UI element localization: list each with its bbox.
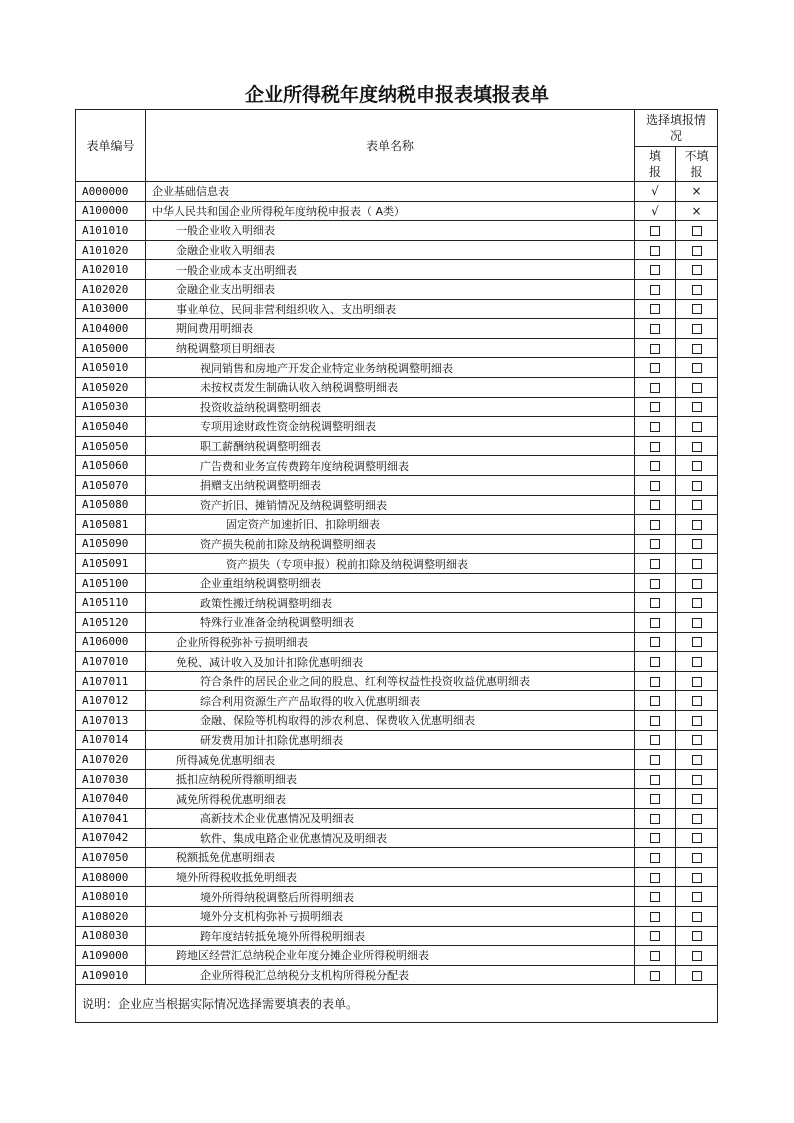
table-row [76,573,718,593]
checkbox-square-icon[interactable] [692,971,702,981]
checkbox-square-icon[interactable] [692,304,702,314]
fill-checkbox[interactable] [635,475,676,495]
form-name: 免税、减计收入及加计扣除优惠明细表 [146,652,635,672]
form-name: 符合条件的居民企业之间的股息、红利等权益性投资收益优惠明细表 [146,671,635,691]
checkbox-square-icon[interactable] [692,559,702,569]
form-code: A108010 [76,887,146,907]
checkbox-square-icon[interactable] [692,853,702,863]
checkbox-square-icon[interactable] [650,461,660,471]
checkbox-square-icon[interactable] [650,383,660,393]
checkbox-square-icon[interactable] [692,461,702,471]
checkbox-square-icon[interactable] [692,344,702,354]
header-select-status [635,110,718,147]
fill-checkbox[interactable] [635,358,676,378]
fill-checkbox[interactable] [635,632,676,652]
fill-checkbox[interactable] [635,926,676,946]
fill-checkbox[interactable] [635,397,676,417]
table-row [76,201,718,221]
header-nofill-line2: 报 [690,165,703,179]
header-form-code: 表单编号 [76,110,146,182]
checkbox-square-icon[interactable] [650,500,660,510]
fill-checkbox[interactable] [635,809,676,829]
cross-mark-icon: × [676,201,718,221]
fill-checkbox[interactable] [635,495,676,515]
form-code: A101010 [76,221,146,241]
form-code: A107014 [76,730,146,750]
not-fill-checkbox[interactable] [676,926,718,946]
form-name: 金融企业收入明细表 [146,240,635,260]
form-code: A105010 [76,358,146,378]
checkbox-square-icon[interactable] [650,363,660,373]
not-fill-checkbox[interactable] [676,769,718,789]
table-row [76,534,718,554]
checkbox-square-icon[interactable] [650,520,660,530]
not-fill-checkbox[interactable] [676,711,718,731]
table-row [76,848,718,868]
fill-checkbox[interactable] [635,221,676,241]
checkbox-square-icon[interactable] [650,285,660,295]
table-row [76,965,718,985]
form-list-table [75,109,718,1023]
not-fill-checkbox[interactable] [676,809,718,829]
form-code: A103000 [76,299,146,319]
checkbox-square-icon[interactable] [692,618,702,628]
checkbox-square-icon[interactable] [692,637,702,647]
table-row [76,613,718,633]
form-name: 未按权责发生制确认收入纳税调整明细表 [146,377,635,397]
checkbox-square-icon[interactable] [650,246,660,256]
header-fill [635,147,676,182]
form-rows [76,182,718,985]
checkbox-square-icon[interactable] [650,304,660,314]
form-name: 资产折旧、摊销情况及纳税调整明细表 [146,495,635,515]
checkbox-square-icon[interactable] [650,716,660,726]
form-code: A107041 [76,809,146,829]
not-fill-checkbox[interactable] [676,495,718,515]
checkbox-square-icon[interactable] [692,285,702,295]
checkbox-square-icon[interactable] [650,873,660,883]
fill-checkbox[interactable] [635,377,676,397]
fill-checkbox[interactable] [635,240,676,260]
form-name: 捐赠支出纳税调整明细表 [146,475,635,495]
not-fill-checkbox[interactable] [676,456,718,476]
not-fill-checkbox[interactable] [676,554,718,574]
form-name: 境外所得纳税调整后所得明细表 [146,887,635,907]
fill-checkbox[interactable] [635,554,676,574]
form-code: A108000 [76,867,146,887]
form-code: A105100 [76,573,146,593]
form-name: 企业重组纳税调整明细表 [146,573,635,593]
not-fill-checkbox[interactable] [676,946,718,966]
checkbox-square-icon[interactable] [692,579,702,589]
fill-checkbox[interactable] [635,279,676,299]
form-name: 企业所得税汇总纳税分支机构所得税分配表 [146,965,635,985]
not-fill-checkbox[interactable] [676,867,718,887]
table-row [76,515,718,535]
fill-checkbox[interactable] [635,436,676,456]
table-row [76,926,718,946]
form-code: A105091 [76,554,146,574]
checkbox-square-icon[interactable] [692,598,702,608]
checkbox-square-icon[interactable] [650,481,660,491]
form-code: A101020 [76,240,146,260]
not-fill-checkbox[interactable] [676,848,718,868]
table-row [76,377,718,397]
form-name: 软件、集成电路企业优惠情况及明细表 [146,828,635,848]
table-row [76,906,718,926]
checkbox-square-icon[interactable] [650,442,660,452]
check-mark-icon: √ [635,182,676,202]
form-code: A107010 [76,652,146,672]
form-code: A108030 [76,926,146,946]
checkbox-square-icon[interactable] [650,971,660,981]
checkbox-square-icon[interactable] [692,422,702,432]
not-fill-checkbox[interactable] [676,475,718,495]
fill-checkbox[interactable] [635,730,676,750]
form-code: A105080 [76,495,146,515]
not-fill-checkbox[interactable] [676,377,718,397]
checkbox-square-icon[interactable] [692,520,702,530]
checkbox-square-icon[interactable] [650,637,660,647]
form-name: 资产损失（专项申报）税前扣除及纳税调整明细表 [146,554,635,574]
fill-checkbox[interactable] [635,299,676,319]
checkbox-square-icon[interactable] [692,481,702,491]
fill-checkbox[interactable] [635,613,676,633]
checkbox-square-icon[interactable] [692,951,702,961]
checkbox-square-icon[interactable] [692,677,702,687]
table-row [76,358,718,378]
form-code: A109010 [76,965,146,985]
checkbox-square-icon[interactable] [650,794,660,804]
not-fill-checkbox[interactable] [676,828,718,848]
not-fill-checkbox[interactable] [676,534,718,554]
form-name: 投资收益纳税调整明细表 [146,397,635,417]
table-row [76,397,718,417]
fill-checkbox[interactable] [635,769,676,789]
checkbox-square-icon[interactable] [692,696,702,706]
form-code: A107013 [76,711,146,731]
table-row [76,338,718,358]
not-fill-checkbox[interactable] [676,260,718,280]
checkbox-square-icon[interactable] [650,755,660,765]
form-name: 减免所得税优惠明细表 [146,789,635,809]
checkbox-square-icon[interactable] [650,912,660,922]
checkbox-square-icon[interactable] [692,500,702,510]
cross-mark-icon: × [676,182,718,202]
checkbox-square-icon[interactable] [692,755,702,765]
checkbox-square-icon[interactable] [650,931,660,941]
fill-checkbox[interactable] [635,456,676,476]
table-row [76,828,718,848]
form-code: A107040 [76,789,146,809]
not-fill-checkbox[interactable] [676,887,718,907]
form-code: A107020 [76,750,146,770]
fill-checkbox[interactable] [635,946,676,966]
form-name: 中华人民共和国企业所得税年度纳税申报表（ A类） [146,201,635,221]
form-name: 金融、保险等机构取得的涉农利息、保费收入优惠明细表 [146,711,635,731]
form-name: 资产损失税前扣除及纳税调整明细表 [146,534,635,554]
form-code: A107050 [76,848,146,868]
form-name: 事业单位、民间非营利组织收入、支出明细表 [146,299,635,319]
checkbox-square-icon[interactable] [650,814,660,824]
form-name: 视同销售和房地产开发企业特定业务纳税调整明细表 [146,358,635,378]
table-row [76,711,718,731]
page-title: 企业所得税年度纳税申报表填报表单 [244,84,549,106]
checkbox-square-icon[interactable] [650,598,660,608]
form-name: 抵扣应纳税所得额明细表 [146,769,635,789]
header-form-name: 表单名称 [146,110,635,182]
checkbox-square-icon[interactable] [650,618,660,628]
form-name: 企业基础信息表 [146,182,635,202]
checkbox-square-icon[interactable] [692,442,702,452]
form-code: A105070 [76,475,146,495]
header-nofill-line1: 不填 [684,149,709,163]
not-fill-checkbox[interactable] [676,632,718,652]
table-row [76,554,718,574]
header-fill-line1: 填 [648,149,661,163]
form-code: A107042 [76,828,146,848]
table-row [76,260,718,280]
table-row [76,789,718,809]
not-fill-checkbox[interactable] [676,299,718,319]
form-name: 专项用途财政性资金纳税调整明细表 [146,417,635,437]
checkbox-square-icon[interactable] [650,892,660,902]
form-name: 综合利用资源生产产品取得的收入优惠明细表 [146,691,635,711]
form-code: A105030 [76,397,146,417]
checkbox-square-icon[interactable] [692,324,702,334]
fill-checkbox[interactable] [635,750,676,770]
fill-checkbox[interactable] [635,652,676,672]
fill-checkbox[interactable] [635,867,676,887]
not-fill-checkbox[interactable] [676,279,718,299]
form-name: 研发费用加计扣除优惠明细表 [146,730,635,750]
checkbox-square-icon[interactable] [650,657,660,667]
fill-checkbox[interactable] [635,515,676,535]
checkbox-square-icon[interactable] [692,363,702,373]
not-fill-checkbox[interactable] [676,573,718,593]
fill-checkbox[interactable] [635,319,676,339]
not-fill-checkbox[interactable] [676,240,718,260]
form-code: A100000 [76,201,146,221]
checkbox-square-icon[interactable] [650,677,660,687]
not-fill-checkbox[interactable] [676,671,718,691]
table-row [76,750,718,770]
not-fill-checkbox[interactable] [676,730,718,750]
form-name: 跨年度结转抵免境外所得税明细表 [146,926,635,946]
table-row [76,887,718,907]
fill-checkbox[interactable] [635,848,676,868]
form-name: 金融企业支出明细表 [146,279,635,299]
checkbox-square-icon[interactable] [692,226,702,236]
fill-checkbox[interactable] [635,671,676,691]
checkbox-square-icon[interactable] [692,814,702,824]
form-code: A102020 [76,279,146,299]
form-name: 特殊行业准备金纳税调整明细表 [146,613,635,633]
not-fill-checkbox[interactable] [676,789,718,809]
checkbox-square-icon[interactable] [650,579,660,589]
form-code: A107030 [76,769,146,789]
form-code: A107011 [76,671,146,691]
fill-checkbox[interactable] [635,573,676,593]
checkbox-square-icon[interactable] [692,794,702,804]
form-name: 一般企业成本支出明细表 [146,260,635,280]
form-name: 所得减免优惠明细表 [146,750,635,770]
fill-checkbox[interactable] [635,789,676,809]
checkbox-square-icon[interactable] [650,265,660,275]
table-row [76,495,718,515]
checkbox-square-icon[interactable] [650,422,660,432]
checkbox-square-icon[interactable] [692,873,702,883]
fill-checkbox[interactable] [635,534,676,554]
table-row [76,593,718,613]
table-row [76,436,718,456]
form-name: 政策性搬迁纳税调整明细表 [146,593,635,613]
table-row [76,319,718,339]
form-code: A105081 [76,515,146,535]
checkbox-square-icon[interactable] [692,402,702,412]
checkbox-square-icon[interactable] [692,931,702,941]
fill-checkbox[interactable] [635,338,676,358]
header-select-line2: 况 [670,129,683,143]
form-code: A000000 [76,182,146,202]
not-fill-checkbox[interactable] [676,436,718,456]
checkbox-square-icon[interactable] [650,226,660,236]
not-fill-checkbox[interactable] [676,652,718,672]
form-name: 境外所得税收抵免明细表 [146,867,635,887]
table-row [76,182,718,202]
form-code: A108020 [76,906,146,926]
form-name: 期间费用明细表 [146,319,635,339]
table-row [76,632,718,652]
table-row [76,299,718,319]
checkbox-square-icon[interactable] [650,324,660,334]
checkbox-square-icon[interactable] [650,951,660,961]
form-name: 高新技术企业优惠情况及明细表 [146,809,635,829]
table-row [76,475,718,495]
form-name: 跨地区经营汇总纳税企业年度分摊企业所得税明细表 [146,946,635,966]
checkbox-square-icon[interactable] [692,246,702,256]
not-fill-checkbox[interactable] [676,319,718,339]
table-row [76,769,718,789]
form-name: 税额抵免优惠明细表 [146,848,635,868]
table-row [76,221,718,241]
not-fill-checkbox[interactable] [676,613,718,633]
table-row [76,671,718,691]
checkbox-square-icon[interactable] [650,833,660,843]
checkbox-square-icon[interactable] [692,735,702,745]
fill-checkbox[interactable] [635,906,676,926]
form-code: A105090 [76,534,146,554]
not-fill-checkbox[interactable] [676,338,718,358]
table-row [76,946,718,966]
checkbox-square-icon[interactable] [650,539,660,549]
form-code: A105040 [76,417,146,437]
form-name: 纳税调整项目明细表 [146,338,635,358]
check-mark-icon: √ [635,201,676,221]
form-code: A105060 [76,456,146,476]
checkbox-square-icon[interactable] [650,853,660,863]
checkbox-square-icon[interactable] [650,559,660,569]
header-fill-line2: 报 [648,165,661,179]
not-fill-checkbox[interactable] [676,417,718,437]
checkbox-square-icon[interactable] [650,402,660,412]
checkbox-square-icon[interactable] [692,265,702,275]
fill-checkbox[interactable] [635,593,676,613]
checkbox-square-icon[interactable] [692,539,702,549]
fill-checkbox[interactable] [635,260,676,280]
form-name: 职工薪酬纳税调整明细表 [146,436,635,456]
checkbox-square-icon[interactable] [692,912,702,922]
checkbox-square-icon[interactable] [650,344,660,354]
not-fill-checkbox[interactable] [676,593,718,613]
checkbox-square-icon[interactable] [692,383,702,393]
form-code: A104000 [76,319,146,339]
table-row [76,691,718,711]
form-code: A105110 [76,593,146,613]
fill-checkbox[interactable] [635,965,676,985]
form-name: 境外分支机构弥补亏损明细表 [146,906,635,926]
not-fill-checkbox[interactable] [676,221,718,241]
not-fill-checkbox[interactable] [676,906,718,926]
form-name: 一般企业收入明细表 [146,221,635,241]
not-fill-checkbox[interactable] [676,691,718,711]
fill-checkbox[interactable] [635,417,676,437]
form-code: A102010 [76,260,146,280]
not-fill-checkbox[interactable] [676,397,718,417]
fill-checkbox[interactable] [635,828,676,848]
form-code: A109000 [76,946,146,966]
note-text: 说明：企业应当根据实际情况选择需要填表的表单。 [76,985,718,1023]
checkbox-square-icon[interactable] [692,775,702,785]
form-code: A105020 [76,377,146,397]
table-row [76,456,718,476]
form-name: 广告费和业务宣传费跨年度纳税调整明细表 [146,456,635,476]
table-row [76,279,718,299]
table-row [76,417,718,437]
checkbox-square-icon[interactable] [692,833,702,843]
form-code: A106000 [76,632,146,652]
not-fill-checkbox[interactable] [676,750,718,770]
header-select-line1: 选择填报情 [646,113,707,127]
checkbox-square-icon[interactable] [692,716,702,726]
form-name: 企业所得税弥补亏损明细表 [146,632,635,652]
checkbox-square-icon[interactable] [650,696,660,706]
form-code: A105000 [76,338,146,358]
fill-checkbox[interactable] [635,887,676,907]
form-code: A107012 [76,691,146,711]
not-fill-checkbox[interactable] [676,358,718,378]
table-row [76,652,718,672]
form-name: 固定资产加速折旧、扣除明细表 [146,515,635,535]
checkbox-square-icon[interactable] [692,892,702,902]
table-row [76,809,718,829]
checkbox-square-icon[interactable] [650,735,660,745]
checkbox-square-icon[interactable] [650,775,660,785]
table-row [76,240,718,260]
not-fill-checkbox[interactable] [676,515,718,535]
fill-checkbox[interactable] [635,691,676,711]
checkbox-square-icon[interactable] [692,657,702,667]
form-code: A105120 [76,613,146,633]
not-fill-checkbox[interactable] [676,965,718,985]
table-row [76,730,718,750]
table-row [76,867,718,887]
header-not-fill [676,147,718,182]
fill-checkbox[interactable] [635,711,676,731]
form-code: A105050 [76,436,146,456]
